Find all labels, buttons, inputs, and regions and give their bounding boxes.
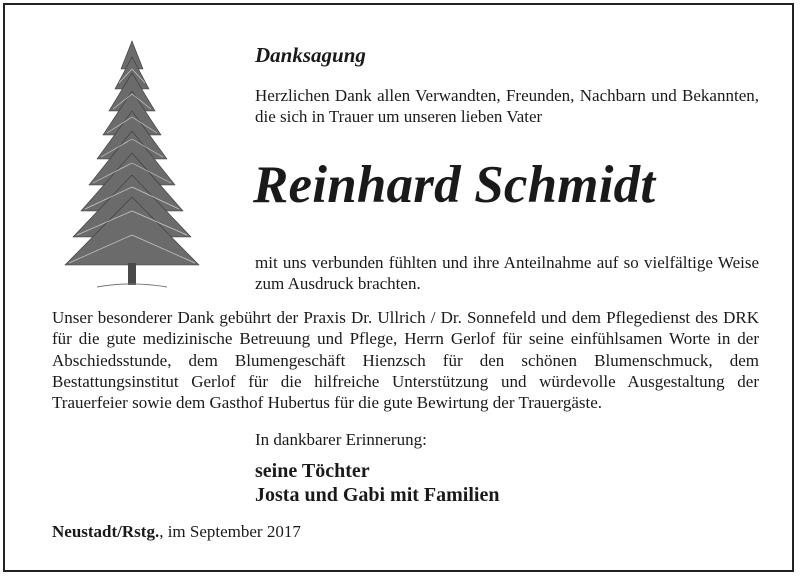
notice-frame — [3, 3, 794, 572]
thanks-body-text: Unser besonderer Dank gebührt der Praxis Dr. Ullrich / Dr. Sonnefeld und dem Pflegedienst des DRK für die gute medizinische Betreuung und Pflege, Herrn Gerlof für seine einfühlsamen Worte in der Abschiedsstunde, dem Blumengeschäft Hienzsch für den schönen Blumenschmuck, dem Bestattungsinstitut Gerlof für die hilfreiche Unterstützung und würdevolle Ausgestaltung der Trauerfeier sowie dem Gasthof Hubertus für die gute Bewirtung der Trauergäste. — [52, 308, 759, 413]
fir-tree-icon — [57, 39, 207, 291]
date: , im September 2017 — [159, 522, 301, 541]
signer-line: Josta und Gabi mit Familien — [255, 484, 500, 506]
intro-text: Herzlichen Dank allen Verwandten, Freunden, Nachbarn und Bekannten, die sich in Trauer um unseren lieben Vater — [255, 86, 759, 126]
place: Neustadt/Rstg. — [52, 522, 160, 541]
after-name-text: mit uns verbunden fühlten und ihre Anteilnahme auf so vielfältige Weise zum Ausdruck brachten. — [255, 253, 759, 293]
deceased-name: Reinhard Schmidt — [253, 156, 656, 214]
place-date — [52, 522, 301, 542]
signers — [255, 459, 499, 507]
notice-heading: Danksagung — [255, 43, 366, 67]
signer-line: seine Töchter — [255, 460, 370, 482]
closing-line: In dankbarer Erinnerung: — [255, 430, 427, 449]
